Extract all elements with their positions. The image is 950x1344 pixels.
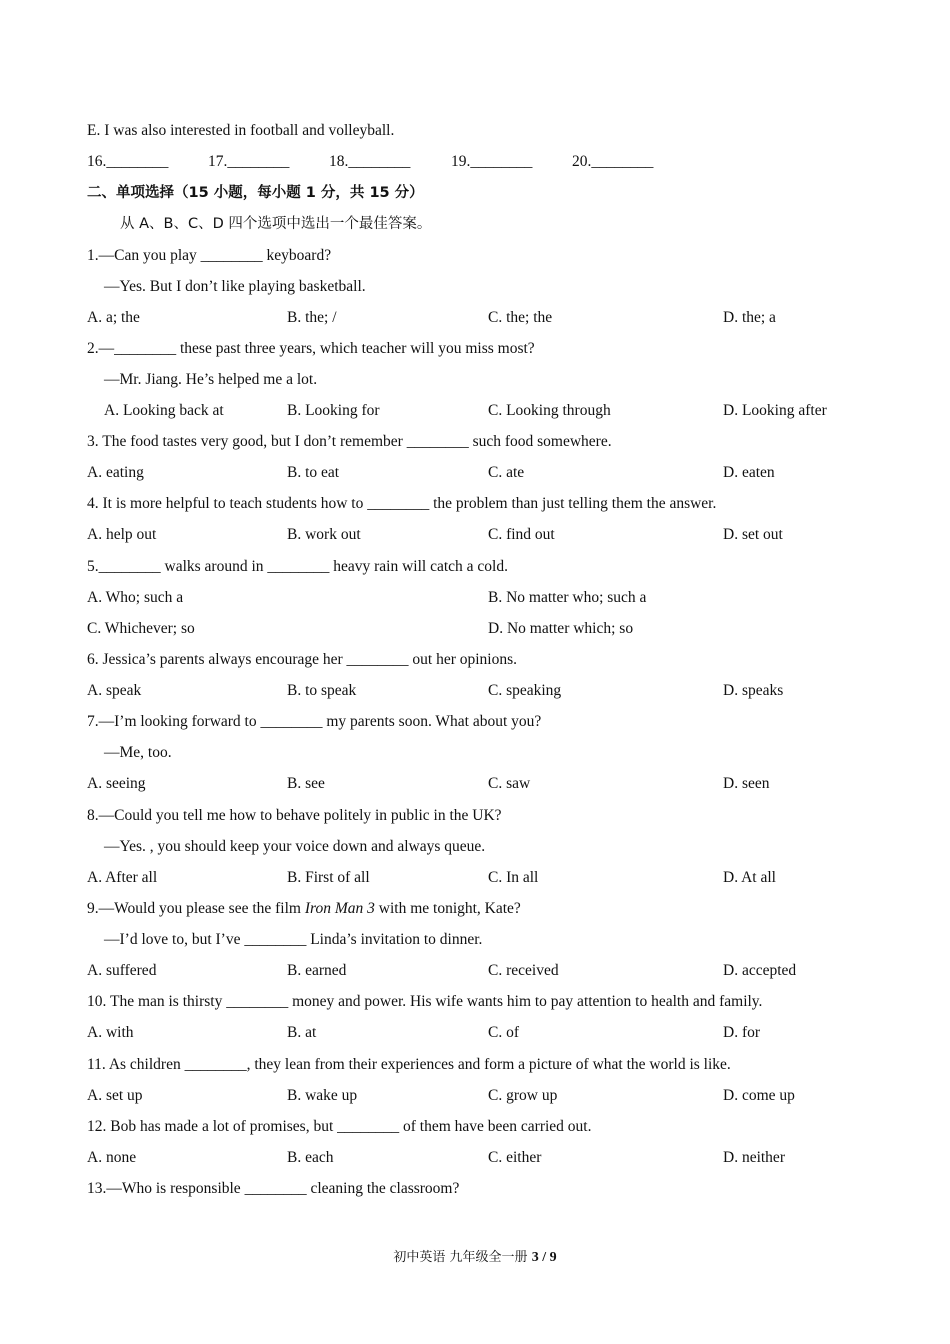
- question-4-options: [0, 525, 950, 545]
- option[interactable]: C. received: [488, 962, 559, 979]
- option[interactable]: A. seeing: [87, 775, 146, 792]
- option[interactable]: A. none: [87, 1149, 137, 1166]
- option[interactable]: A. set up: [87, 1087, 143, 1104]
- option[interactable]: D. come up: [723, 1087, 795, 1104]
- option[interactable]: C. In all: [488, 869, 539, 886]
- option[interactable]: B. wake up: [287, 1087, 358, 1104]
- option[interactable]: D. No matter which; so: [488, 620, 634, 637]
- answer-blank-20[interactable]: 20.________: [572, 153, 654, 170]
- question-10-stem: 10. The man is thirsty ________ money and power. His wife wants him to pay attention to health and family.: [87, 993, 763, 1010]
- option[interactable]: B. Looking for: [287, 402, 380, 419]
- question-8-options: [0, 868, 950, 888]
- option[interactable]: B. work out: [287, 526, 361, 543]
- question-2-reply: —Mr. Jiang. He’s helped me a lot.: [104, 371, 318, 388]
- question-10-options: [0, 1023, 950, 1043]
- option[interactable]: C. Whichever; so: [87, 620, 195, 637]
- question-7-stem: 7.—I’m looking forward to ________ my parents soon. What about you?: [87, 713, 542, 730]
- option[interactable]: D. neither: [723, 1149, 785, 1166]
- answer-blank-16[interactable]: 16.________: [87, 153, 169, 170]
- option[interactable]: C. of: [488, 1024, 519, 1041]
- option[interactable]: A. a; the: [87, 309, 140, 326]
- question-11-stem: 11. As children ________, they lean from their experiences and form a picture of what the world is like.: [87, 1056, 731, 1073]
- option[interactable]: C. the; the: [488, 309, 553, 326]
- option[interactable]: B. at: [287, 1024, 317, 1041]
- option[interactable]: B. the; /: [287, 309, 337, 326]
- option[interactable]: D. the; a: [723, 309, 776, 326]
- section-title: 二、单项选择（15 小题，每小题 1 分，共 15 分）: [87, 185, 424, 201]
- option[interactable]: B. No matter who; such a: [488, 589, 647, 606]
- question-8-reply: —Yes. , you should keep your voice down and always queue.: [104, 838, 486, 855]
- question-1-reply: —Yes. But I don’t like playing basketball.: [104, 278, 366, 295]
- option[interactable]: A. Looking back at: [104, 402, 224, 419]
- question-1-stem: 1.—Can you play ________ keyboard?: [87, 247, 332, 264]
- option[interactable]: C. either: [488, 1149, 542, 1166]
- option[interactable]: B. see: [287, 775, 325, 792]
- option[interactable]: D. set out: [723, 526, 783, 543]
- option[interactable]: D. Looking after: [723, 402, 827, 419]
- question-7-options: [0, 774, 950, 794]
- footer-label: 初中英语 九年级全一册: [393, 1250, 532, 1265]
- question-9-reply: —I’d love to, but I’ve ________ Linda’s invitation to dinner.: [104, 931, 483, 948]
- answer-blanks-row: [0, 152, 950, 172]
- question-7-reply: —Me, too.: [104, 744, 172, 761]
- option[interactable]: A. speak: [87, 682, 142, 699]
- question-5-options-row-2: [0, 619, 950, 639]
- question-6-options: [0, 681, 950, 701]
- page-footer: [0, 1246, 950, 1266]
- option[interactable]: C. saw: [488, 775, 531, 792]
- question-4-stem: 4. It is more helpful to teach students how to ________ the problem than just telling them the answer.: [87, 495, 717, 512]
- question-8-stem: 8.—Could you tell me how to behave politely in public in the UK?: [87, 807, 502, 824]
- option[interactable]: B. to speak: [287, 682, 357, 699]
- question-11-options: [0, 1086, 950, 1106]
- option[interactable]: B. earned: [287, 962, 347, 979]
- question-6-stem: 6. Jessica’s parents always encourage her ________ out her opinions.: [87, 651, 518, 668]
- option[interactable]: D. speaks: [723, 682, 784, 699]
- film-title: Iron Man 3: [304, 900, 375, 917]
- question-9-stem-end: with me tonight, Kate?: [374, 900, 521, 917]
- option[interactable]: B. to eat: [287, 464, 340, 481]
- option[interactable]: C. grow up: [488, 1087, 558, 1104]
- question-3-options: [0, 463, 950, 483]
- option[interactable]: C. speaking: [488, 682, 562, 699]
- answer-blank-19[interactable]: 19.________: [451, 153, 533, 170]
- option[interactable]: D. eaten: [723, 464, 775, 481]
- option[interactable]: C. find out: [488, 526, 555, 543]
- option[interactable]: A. eating: [87, 464, 144, 481]
- question-9-options: [0, 961, 950, 981]
- option[interactable]: A. After all: [87, 869, 158, 886]
- question-1-options: [0, 308, 950, 328]
- question-13-stem: 13.—Who is responsible ________ cleaning the classroom?: [87, 1180, 460, 1197]
- option[interactable]: A. Who; such a: [87, 589, 184, 606]
- page-number: 3 / 9: [531, 1250, 557, 1265]
- section-instruction: 从 A、B、C、D 四个选项中选出一个最佳答案。: [120, 216, 432, 232]
- question-9-stem-start: 9.—Would you please see the film: [87, 900, 305, 917]
- option[interactable]: D. seen: [723, 775, 770, 792]
- question-5-stem: 5.________ walks around in ________ heavy rain will catch a cold.: [87, 558, 508, 575]
- question-3-stem: 3. The food tastes very good, but I don’t remember ________ such food somewhere.: [87, 433, 612, 450]
- option-e-line: E. I was also interested in football and volleyball.: [87, 122, 395, 139]
- question-2-options: [0, 401, 950, 421]
- option[interactable]: D. accepted: [723, 962, 797, 979]
- option[interactable]: A. with: [87, 1024, 134, 1041]
- option[interactable]: B. each: [287, 1149, 334, 1166]
- option[interactable]: D. for: [723, 1024, 761, 1041]
- option[interactable]: C. Looking through: [488, 402, 611, 419]
- question-5-options-row-1: [0, 588, 950, 608]
- option[interactable]: D. At all: [723, 869, 776, 886]
- question-12-options: [0, 1148, 950, 1168]
- question-9-stem: [87, 899, 521, 919]
- option[interactable]: A. help out: [87, 526, 157, 543]
- option[interactable]: A. suffered: [87, 962, 157, 979]
- option[interactable]: C. ate: [488, 464, 525, 481]
- option[interactable]: B. First of all: [287, 869, 370, 886]
- question-2-stem: 2.—________ these past three years, which teacher will you miss most?: [87, 340, 535, 357]
- answer-blank-17[interactable]: 17.________: [208, 153, 290, 170]
- question-12-stem: 12. Bob has made a lot of promises, but ________ of them have been carried out.: [87, 1118, 592, 1135]
- answer-blank-18[interactable]: 18.________: [329, 153, 411, 170]
